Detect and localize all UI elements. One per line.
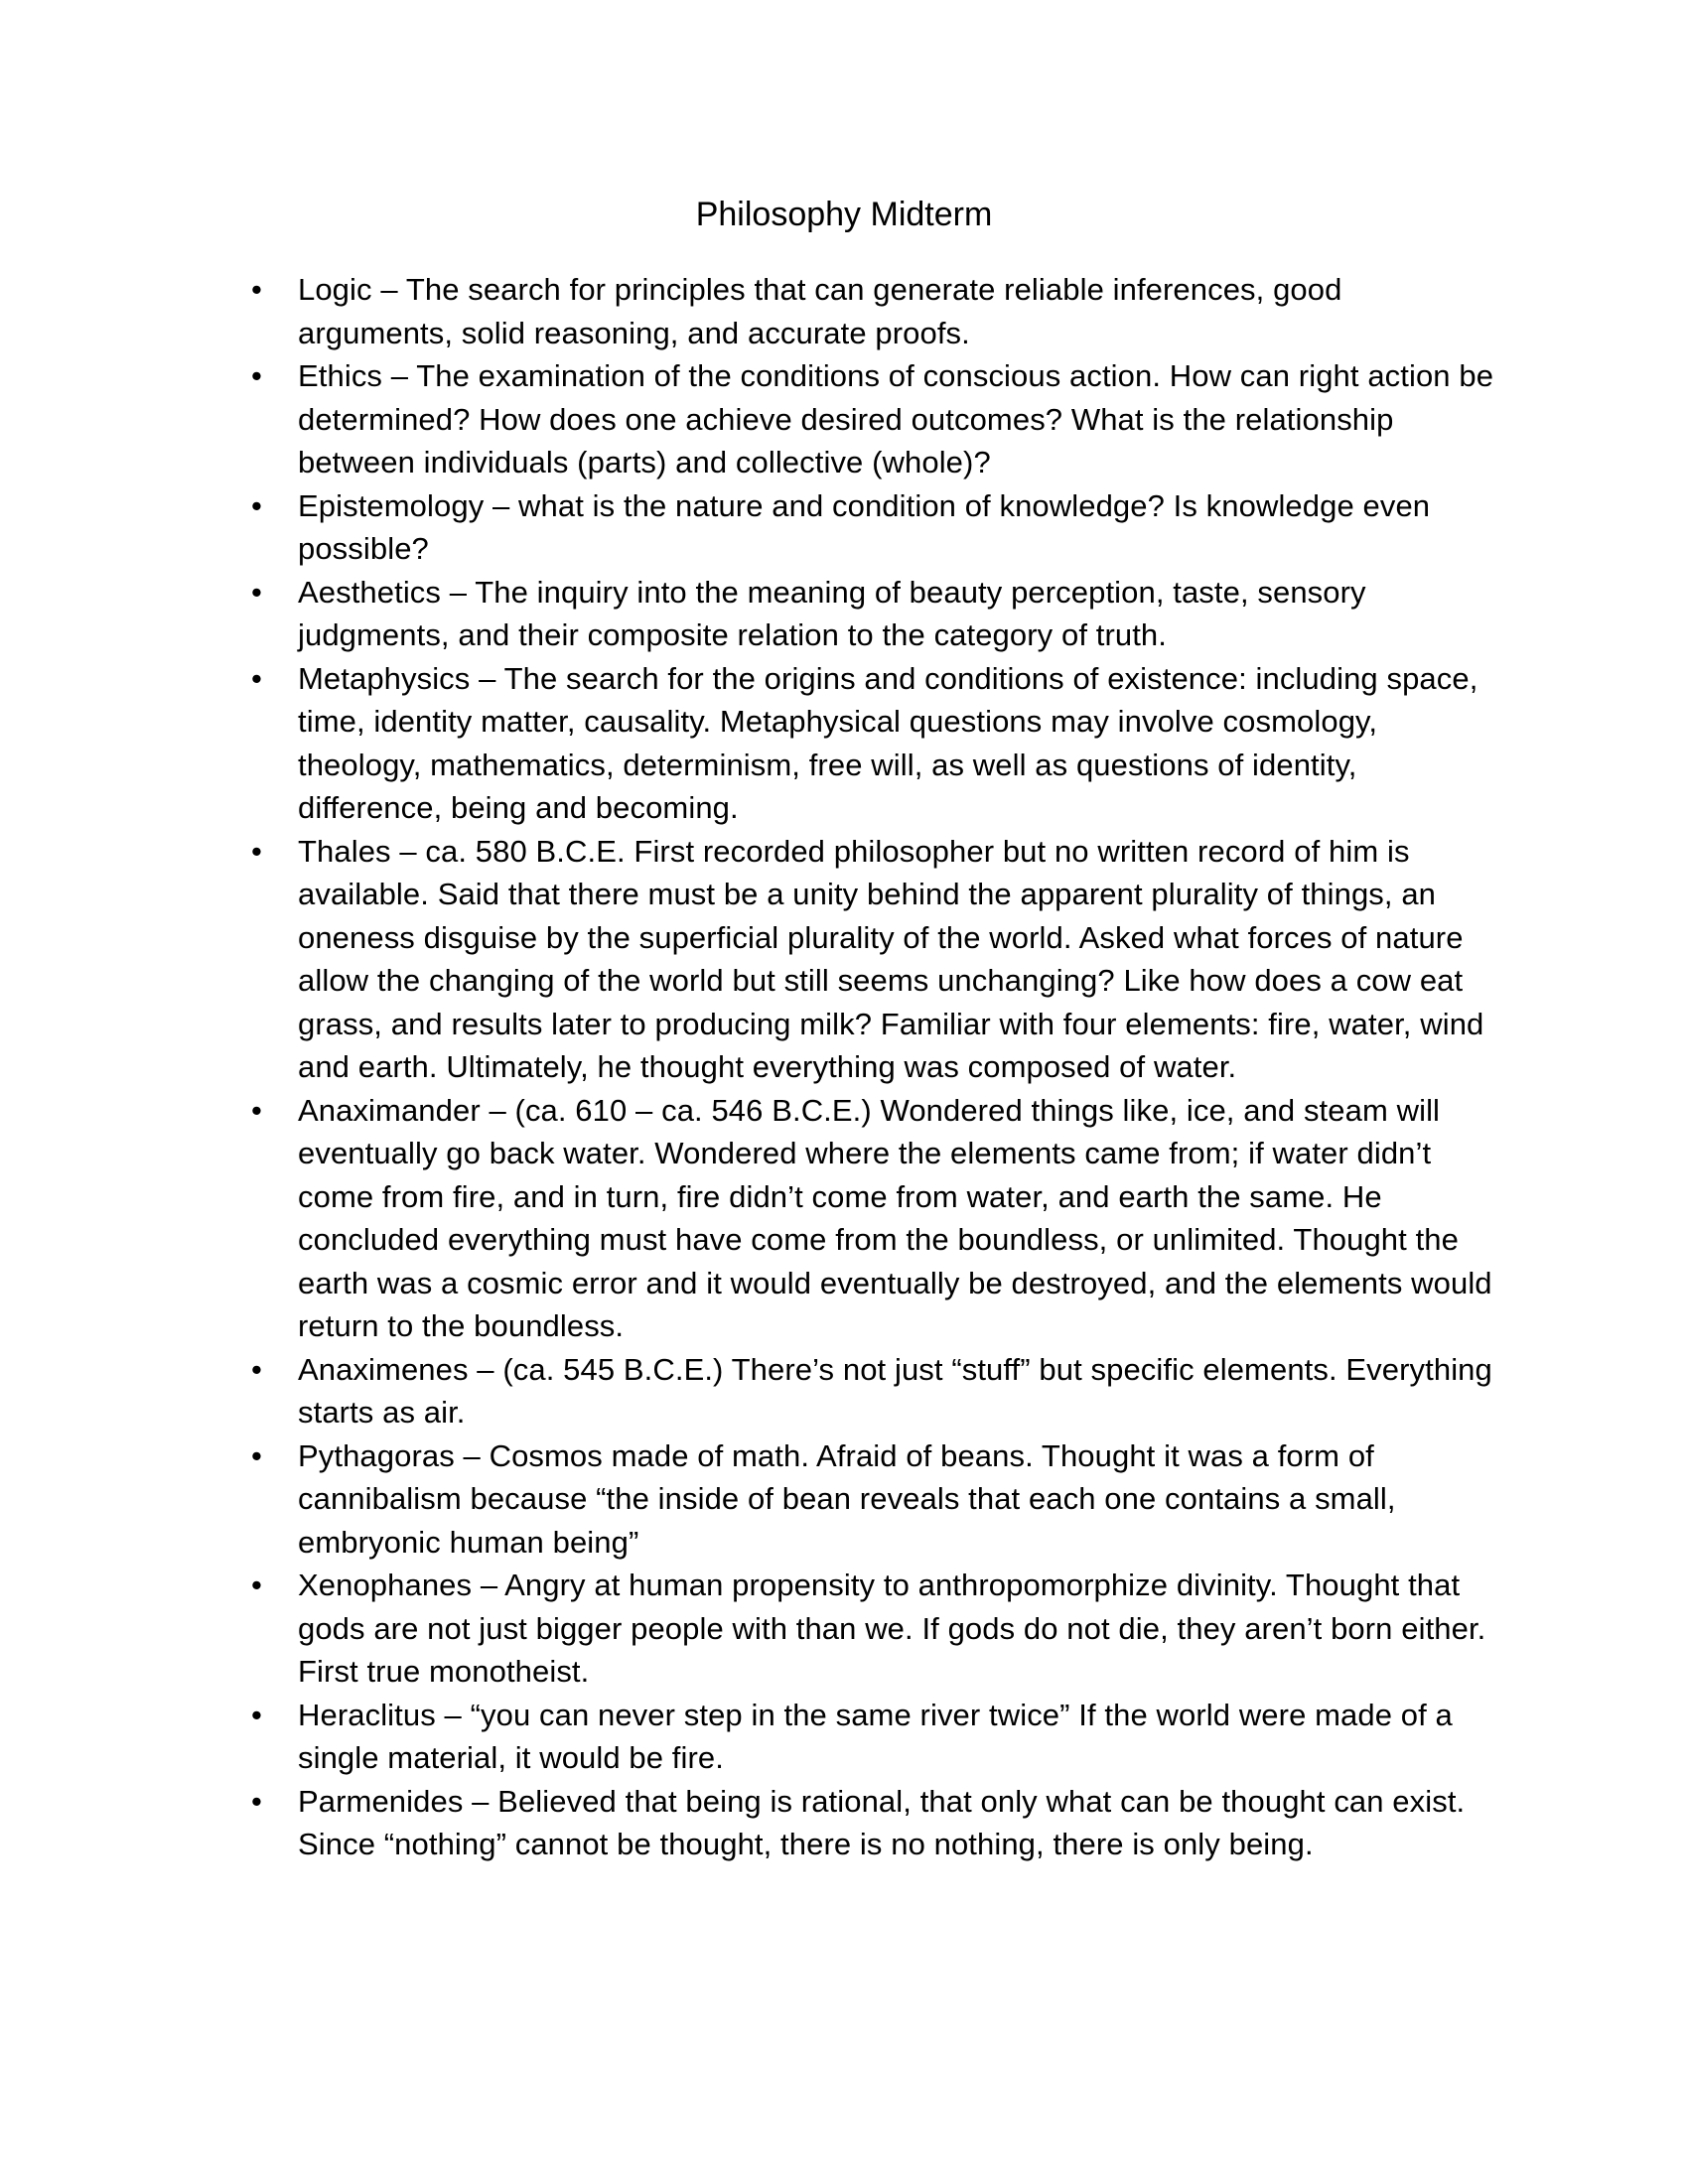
bullet-item-aesthetics: • Aesthetics – The inquiry into the meaning of beauty perception, taste, sensory judgments, and their composite relation to the category of truth. [298,571,1501,657]
bullet-item-xenophanes: • Xenophanes – Angry at human propensity to anthropomorphize divinity. Thought that gods are not just bigger people with than we. If gods do not die, they aren’t born either. First true monotheist. [298,1564,1501,1694]
bullet-item-epistemology: • Epistemology – what is the nature and condition of knowledge? Is knowledge even possible? [298,484,1501,571]
bullet-item-metaphysics: • Metaphysics – The search for the origins and conditions of existence: including space, time, identity matter, causality. Metaphysical questions may involve cosmology, theology, mathematics, determinism, free will, as well as questions of identity, difference, being and becoming. [298,657,1501,830]
bullet-item-parmenides: • Parmenides – Believed that being is rational, that only what can be thought can exist. Since “nothing” cannot be thought, there is no nothing, there is only being. [298,1780,1501,1866]
bullet-item-logic: • Logic – The search for principles that can generate reliable inferences, good arguments, solid reasoning, and accurate proofs. [298,268,1501,354]
bullet-item-ethics: • Ethics – The examination of the conditions of conscious action. How can right action be determined? How does one achieve desired outcomes? What is the relationship between individuals (parts) and collective (whole)? [298,354,1501,484]
bullet-item-anaximander: • Anaximander – (ca. 610 – ca. 546 B.C.E.) Wondered things like, ice, and steam will eventually go back water. Wondered where the elements came from; if water didn’t come from fire, and in turn, fire didn’t come from water, and earth the same. He concluded everything must have come from the boundless, or unlimited. Thought the earth was a cosmic error and it would eventually be destroyed, and the elements would return to the boundless. [298,1089,1501,1348]
bullet-item-pythagoras: • Pythagoras – Cosmos made of math. Afraid of beans. Thought it was a form of cannibalism because “the inside of bean reveals that each one contains a small, embryonic human being” [298,1434,1501,1565]
bullet-item-anaximenes: • Anaximenes – (ca. 545 B.C.E.) There’s not just “stuff” but specific elements. Everything starts as air. [298,1348,1501,1434]
bullet-item-heraclitus: • Heraclitus – “you can never step in the same river twice” If the world were made of a single material, it would be fire. [298,1694,1501,1780]
bullet-item-thales: • Thales – ca. 580 B.C.E. First recorded philosopher but no written record of him is available. Said that there must be a unity behind the apparent plurality of things, an oneness disguise by the superficial plurality of the world. Asked what forces of nature allow the changing of the world but still seems unchanging? Like how does a cow eat grass, and results later to producing milk? Familiar with four elements: fire, water, wind and earth. Ultimately, he thought everything was composed of water. [298,830,1501,1089]
bullet-list [298,268,1501,1866]
page-title: Philosophy Midterm [695,196,993,233]
